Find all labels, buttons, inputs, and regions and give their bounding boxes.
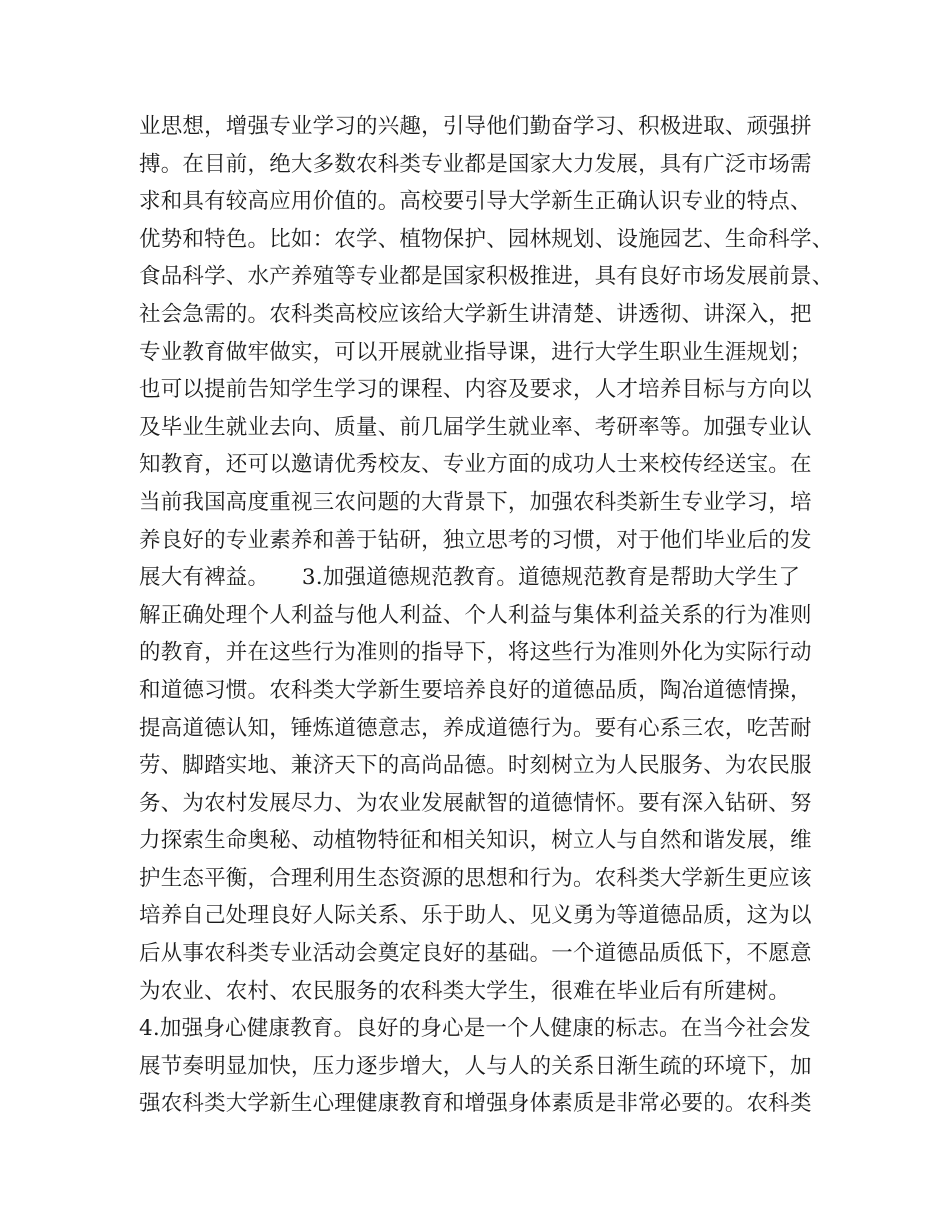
body-text <box>139 108 834 1123</box>
text-line: 专业教育做牢做实，可以开展就业指导课，进行大学生职业生涯规划； <box>139 339 812 365</box>
text-line: 求和具有较高应用价值的。高校要引导大学新生正确认识专业的特点、 <box>139 189 812 215</box>
text-line: 展节奏明显加快，压力逐步增大，人与人的关系日渐生疏的环境下，加 <box>139 1053 812 1079</box>
text-line: 知教育，还可以邀请优秀校友、专业方面的成功人士来校传经送宝。在 <box>139 452 812 478</box>
text-line: 后从事农科类专业活动会奠定良好的基础。一个道德品质低下，不愿意 <box>139 941 812 967</box>
text-line: 培养自己处理良好人际关系、乐于助人、见义勇为等道德品质，这为以 <box>139 903 812 929</box>
text-line: 4.加强身心健康教育。良好的身心是一个人健康的标志。在当今社会发 <box>139 1016 811 1042</box>
text-line: 优势和特色。比如：农学、植物保护、园林规划、设施园艺、生命科学、 <box>139 226 834 252</box>
text-line: 护生态平衡，合理利用生态资源的思想和行为。农科类大学新生更应该 <box>139 865 812 891</box>
text-line: 也可以提前告知学生学习的课程、内容及要求，人才培养目标与方向以 <box>139 377 812 403</box>
text-line: 劳、脚踏实地、兼济天下的高尚品德。时刻树立为人民服务、为农民服 <box>139 753 812 779</box>
text-line: 养良好的专业素养和善于钻研，独立思考的习惯，对于他们毕业后的发 <box>139 527 812 553</box>
text-line: 的教育，并在这些行为准则的指导下，将这些行为准则外化为实际行动 <box>139 640 812 666</box>
text-line: 提高道德认知，锤炼道德意志，养成道德行为。要有心系三农，吃苦耐 <box>139 715 812 741</box>
text-line: 展大有裨益。 3.加强道德规范教育。道德规范教育是帮助大学生了 <box>139 565 801 591</box>
text-line: 社会急需的。农科类高校应该给大学新生讲清楚、讲透彻、讲深入，把 <box>139 301 812 327</box>
text-line: 业思想，增强专业学习的兴趣，引导他们勤奋学习、积极进取、顽强拼 <box>139 114 812 139</box>
text-line: 务、为农村发展尽力、为农业发展献智的道德情怀。要有深入钻研、努 <box>139 790 812 816</box>
text-line: 强农科类大学新生心理健康教育和增强身体素质是非常必要的。农科类 <box>139 1091 812 1117</box>
text-line: 及毕业生就业去向、质量、前几届学生就业率、考研率等。加强专业认 <box>139 414 812 440</box>
text-line: 为农业、农村、农民服务的农科类大学生，很难在毕业后有所建树。 <box>139 978 791 1004</box>
text-line: 力探索生命奥秘、动植物特征和相关知识，树立人与自然和谐发展，维 <box>139 828 812 854</box>
text-line: 和道德习惯。农科类大学新生要培养良好的道德品质，陶冶道德情操， <box>139 677 812 703</box>
text-line: 解正确处理个人利益与他人利益、个人利益与集体利益关系的行为准则 <box>139 602 812 628</box>
text-line: 当前我国高度重视三农问题的大背景下，加强农科类新生专业学习，培 <box>139 489 812 515</box>
text-line: 搏。在目前，绝大多数农科类专业都是国家大力发展，具有广泛市场需 <box>139 151 812 177</box>
text-line: 食品科学、水产养殖等专业都是国家积极推进，具有良好市场发展前景、 <box>139 264 834 290</box>
